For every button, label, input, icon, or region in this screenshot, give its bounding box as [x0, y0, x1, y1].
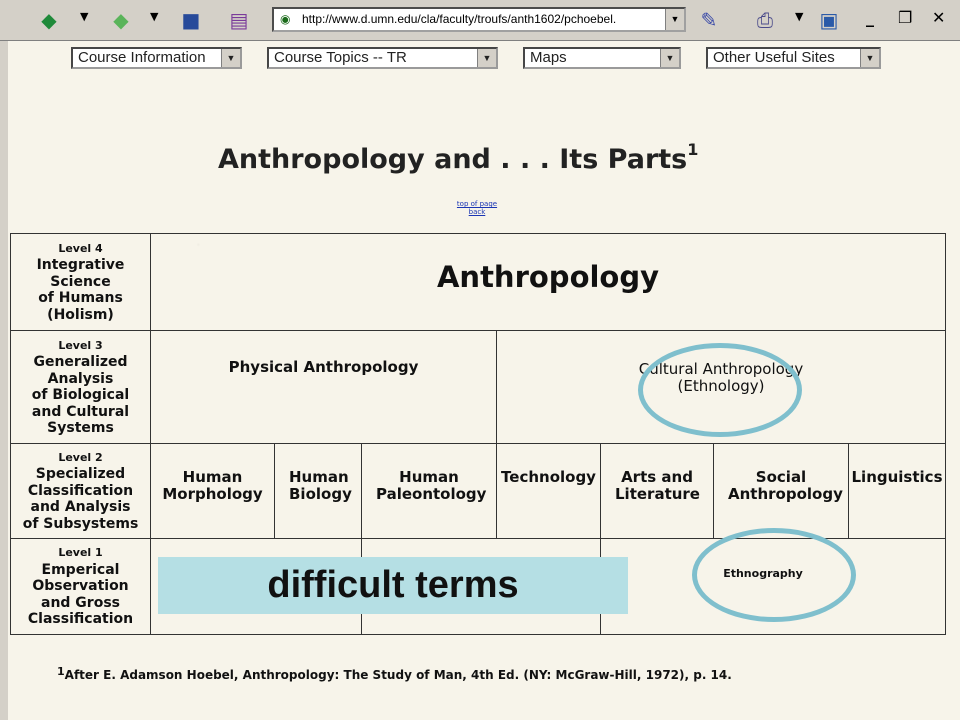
title-footnote-marker: 1	[687, 140, 699, 159]
chevron-down-icon: ▼	[660, 49, 679, 67]
level4-line: of Humans	[38, 290, 123, 307]
select-label: Other Useful Sites	[713, 49, 835, 66]
chevron-down-icon: ▼	[477, 49, 496, 67]
print-icon[interactable]: ⎙	[757, 8, 773, 32]
human-paleontology-label: Human Paleontology	[376, 468, 487, 503]
level4-label: Level 4	[58, 241, 103, 255]
chevron-down-icon: ▼	[860, 49, 879, 67]
footnote	[57, 665, 732, 682]
level4-line: Science	[50, 273, 111, 290]
level3-line: Generalized	[33, 354, 128, 370]
subsystem-cell	[274, 443, 362, 539]
subsystem-cell	[600, 443, 714, 539]
highlight-circle	[638, 343, 802, 437]
page-icon: ◉	[280, 12, 291, 26]
restore-button[interactable]: ❐	[898, 8, 913, 27]
linguistics-label: Linguistics	[851, 468, 943, 486]
level4-line: (Holism)	[47, 306, 114, 323]
history-icon[interactable]: ▤	[229, 8, 249, 32]
highlight-circle	[692, 528, 856, 622]
level1-line: and Gross	[41, 594, 120, 611]
ethnography-label: Ethnography	[723, 567, 803, 580]
level4-header	[10, 233, 151, 331]
physical-anthropology-cell	[150, 330, 497, 444]
address-bar[interactable]	[272, 7, 686, 32]
anthropology-cell	[150, 233, 946, 331]
subsystem-cell	[713, 443, 849, 539]
close-button[interactable]: ✕	[932, 8, 946, 27]
minimize-button[interactable]: _	[866, 8, 874, 27]
select-other-sites[interactable]	[706, 47, 881, 69]
ethnology-label: (Ethnology)	[677, 377, 765, 395]
level2-header	[10, 443, 151, 539]
chevron-down-icon: ▼	[221, 49, 240, 67]
level2-line: Classification	[27, 482, 134, 499]
level3-line: Systems	[47, 420, 114, 436]
forward-dropdown-icon[interactable]: ▼	[150, 10, 159, 23]
level2-line: of Subsystems	[22, 515, 139, 532]
select-course-topics[interactable]	[267, 47, 498, 69]
page-title	[218, 140, 699, 175]
footnote-text: After E. Adamson Hoebel, Anthropology: The Study of Man, 4th Ed. (NY: McGraw-Hill, 1972), p. 14.	[64, 668, 732, 682]
cultural-anthropology-label: Cultural Anthropology	[638, 360, 804, 378]
subsystem-cell	[150, 443, 275, 539]
level1-line: Observation	[32, 578, 129, 595]
select-label: Maps	[530, 49, 567, 66]
level1-header	[10, 538, 151, 635]
select-label: Course Information	[78, 49, 206, 66]
level3-line: of Biological	[31, 387, 130, 403]
human-morphology-label: Human Morphology	[162, 468, 263, 503]
back-dropdown-icon[interactable]: ▼	[80, 10, 89, 23]
subsystem-cell	[496, 443, 601, 539]
level3-line: Analysis	[47, 370, 114, 387]
arts-literature-label: Arts and Literature	[615, 468, 700, 503]
subsystem-cell	[361, 443, 497, 539]
subsystem-cell	[848, 443, 946, 539]
address-url: http://www.d.umn.edu/cla/faculty/troufs/anth1602/pchoebel.	[302, 12, 617, 26]
address-dropdown-icon[interactable]: ▼	[665, 9, 684, 30]
select-label: Course Topics -- TR	[274, 49, 407, 66]
forward-arrow-icon[interactable]: ◆	[113, 8, 129, 32]
print-dropdown-icon[interactable]: ▼	[795, 10, 804, 23]
top-of-page-link[interactable]	[452, 200, 502, 216]
page-title-text: Anthropology and . . . Its Parts	[218, 144, 688, 175]
level3-line: and Cultural	[31, 403, 130, 420]
top-link-line1: top of page	[456, 200, 498, 208]
edit-icon[interactable]: ✎	[700, 8, 718, 32]
physical-anthropology-label: Physical Anthropology	[228, 358, 419, 376]
difficult-terms-label: difficult terms	[267, 564, 519, 606]
difficult-terms-banner	[158, 557, 628, 614]
top-link-line2: back	[468, 208, 486, 216]
stop-icon[interactable]: ■	[181, 8, 201, 32]
select-course-information[interactable]	[71, 47, 242, 69]
level2-label: Level 2	[58, 450, 103, 464]
social-anthropology-label: Social Anthropology	[728, 468, 843, 503]
level2-line: Specialized	[35, 466, 126, 483]
level1-line: Classification	[27, 611, 134, 628]
level3-header	[10, 330, 151, 444]
window-icon[interactable]: ▣	[819, 8, 839, 32]
level3-label: Level 3	[58, 338, 103, 352]
footnote-number: 1	[57, 665, 65, 678]
browser-toolbar	[0, 0, 960, 41]
level1-line: Emperical	[41, 561, 120, 578]
level1-label: Level 1	[58, 546, 103, 560]
select-maps[interactable]	[523, 47, 681, 69]
human-biology-label: Human Biology	[289, 468, 352, 503]
technology-label: Technology	[501, 468, 596, 486]
anthropology-label: Anthropology	[436, 260, 660, 294]
back-arrow-icon[interactable]: ◆	[41, 8, 57, 32]
level4-line: Integrative	[36, 257, 125, 274]
level2-line: and Analysis	[30, 499, 131, 516]
